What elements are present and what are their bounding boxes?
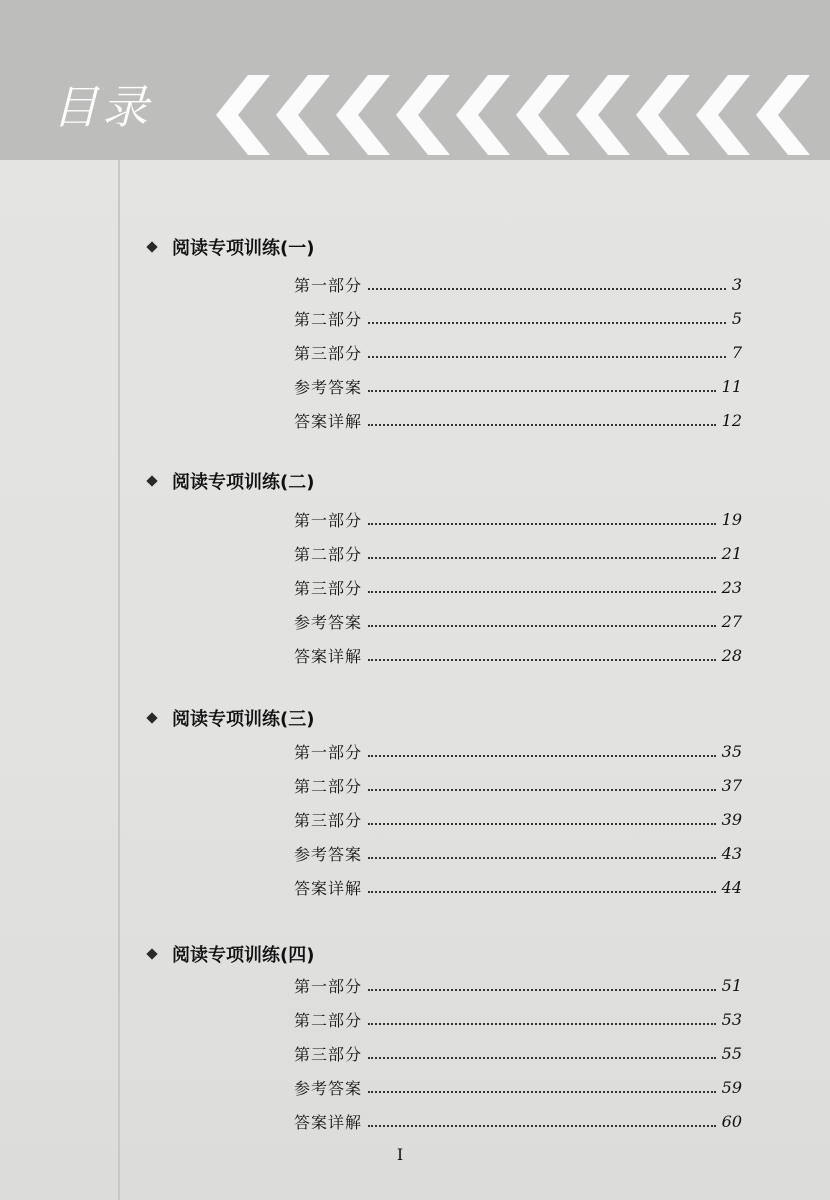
section-title[interactable]: 阅读专项训练(三)	[148, 705, 314, 731]
diamond-bullet-icon	[146, 948, 157, 959]
dot-leader	[368, 376, 716, 392]
toc-entry[interactable]: 第二部分 21	[294, 543, 742, 564]
dot-leader	[368, 342, 726, 358]
page-number: I	[396, 1145, 404, 1164]
dot-leader	[368, 274, 726, 290]
dot-leader	[368, 775, 716, 791]
dot-leader	[368, 509, 716, 525]
dot-leader	[368, 1009, 716, 1025]
toc-entry[interactable]: 第二部分 5	[294, 308, 742, 329]
left-rule	[118, 160, 120, 1200]
toc-entry[interactable]: 参考答案 27	[294, 611, 742, 632]
dot-leader	[368, 741, 716, 757]
dot-leader	[368, 611, 716, 627]
dot-leader	[368, 543, 716, 559]
page-title: 目录	[52, 80, 152, 134]
toc-entry[interactable]: 第一部分 19	[294, 509, 742, 530]
dot-leader	[368, 1043, 716, 1059]
diamond-bullet-icon	[146, 241, 157, 252]
toc-entry[interactable]: 答案详解 60	[294, 1111, 742, 1132]
toc-entry[interactable]: 第三部分 7	[294, 342, 742, 363]
section-title[interactable]: 阅读专项训练(四)	[148, 941, 314, 967]
section-title[interactable]: 阅读专项训练(二)	[148, 468, 314, 494]
dot-leader	[368, 809, 716, 825]
dot-leader	[368, 877, 716, 893]
toc-entry[interactable]: 第一部分 3	[294, 274, 742, 295]
toc-entry[interactable]: 参考答案 59	[294, 1077, 742, 1098]
section-title[interactable]: 阅读专项训练(一)	[148, 234, 314, 260]
diamond-bullet-icon	[146, 475, 157, 486]
dot-leader	[368, 577, 716, 593]
toc-entry[interactable]: 第二部分 37	[294, 775, 742, 796]
dot-leader	[368, 843, 716, 859]
toc-entry[interactable]: 第一部分 35	[294, 741, 742, 762]
dot-leader	[368, 308, 726, 324]
dot-leader	[368, 1111, 716, 1127]
toc-entry[interactable]: 第三部分 55	[294, 1043, 742, 1064]
toc-entry[interactable]: 参考答案 43	[294, 843, 742, 864]
toc-entry[interactable]: 第三部分 39	[294, 809, 742, 830]
toc-entry[interactable]: 答案详解 28	[294, 645, 742, 666]
toc-entry[interactable]: 答案详解 44	[294, 877, 742, 898]
diamond-bullet-icon	[146, 712, 157, 723]
toc-entry[interactable]: 第二部分 53	[294, 1009, 742, 1030]
dot-leader	[368, 975, 716, 991]
toc-entry[interactable]: 第一部分 51	[294, 975, 742, 996]
dot-leader	[368, 1077, 716, 1093]
dot-leader	[368, 645, 716, 661]
toc-entry[interactable]: 参考答案 11	[294, 376, 742, 397]
chevron-decoration-icon	[210, 70, 810, 160]
toc-entry[interactable]: 第三部分 23	[294, 577, 742, 598]
toc-entry[interactable]: 答案详解 12	[294, 410, 742, 431]
dot-leader	[368, 410, 716, 426]
